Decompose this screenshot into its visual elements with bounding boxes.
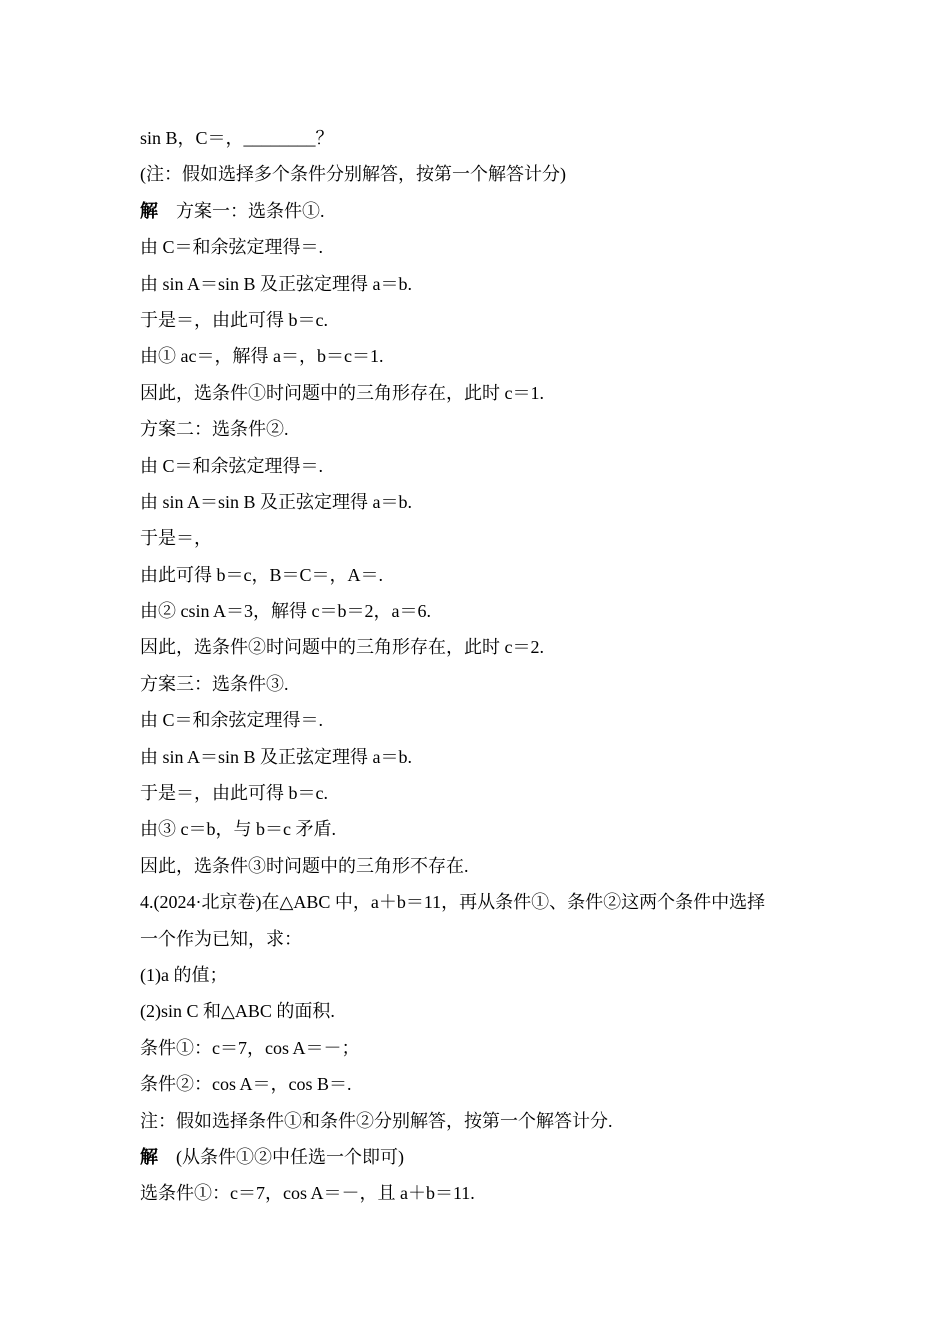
- text-line: 选条件①：c＝7，cos A＝－，且 a＋b＝11.: [140, 1183, 475, 1204]
- solution-heading-line: 解 (从条件①②中任选一个即可): [140, 1146, 404, 1167]
- text-line: 由 sin A＝sin B 及正弦定理得 a＝b.: [140, 746, 413, 767]
- text-line: 由 C＝和余弦定理得＝.: [140, 455, 324, 476]
- solution-label: 解: [140, 200, 158, 221]
- text-line: 方案三：选条件③.: [140, 673, 289, 694]
- text-line: 由 sin A＝sin B 及正弦定理得 a＝b.: [140, 273, 413, 294]
- problem-statement-line: 4.(2024·北京卷)在△ABC 中，a＋b＝11，再从条件①、条件②这两个条件中选择: [140, 892, 766, 913]
- text-line: (2)sin C 和△ABC 的面积.: [140, 1001, 335, 1022]
- text-line: 因此，选条件②时问题中的三角形存在，此时 c＝2.: [140, 637, 544, 658]
- text-line: 方案二：选条件②.: [140, 419, 289, 440]
- text-line: 由 C＝和余弦定理得＝.: [140, 710, 324, 731]
- text-line: 一个作为已知，求：: [140, 928, 302, 949]
- text-line: 于是＝，由此可得 b＝c.: [140, 309, 328, 330]
- text-line: 由② csin A＝3，解得 c＝b＝2，a＝6.: [140, 601, 431, 622]
- solution-heading-line: 解 方案一：选条件①.: [140, 200, 325, 221]
- text-line: (1)a 的值；: [140, 964, 228, 985]
- solution-label: 解: [140, 1146, 158, 1167]
- text-line: 由① ac＝，解得 a＝，b＝c＝1.: [140, 346, 384, 367]
- text-line: 注：假如选择条件①和条件②分别解答，按第一个解答计分.: [140, 1110, 613, 1131]
- text-line: 由 C＝和余弦定理得＝.: [140, 237, 324, 258]
- text-line: (注：假如选择多个条件分别解答，按第一个解答计分): [140, 164, 566, 185]
- text-line: 因此，选条件③时问题中的三角形不存在.: [140, 855, 469, 876]
- solution-text-block: [140, 120, 830, 1212]
- text-line: 于是＝，: [140, 528, 212, 549]
- text-line: 由③ c＝b，与 b＝c 矛盾.: [140, 819, 336, 840]
- text-line: 因此，选条件①时问题中的三角形存在，此时 c＝1.: [140, 382, 544, 403]
- text-line: sin B，C＝，________？: [140, 128, 334, 148]
- text-line: 条件②：cos A＝，cos B＝.: [140, 1074, 352, 1095]
- text-line: 于是＝，由此可得 b＝c.: [140, 783, 328, 804]
- text-line: 条件①：c＝7，cos A＝－；: [140, 1037, 360, 1058]
- text-line: 由 sin A＝sin B 及正弦定理得 a＝b.: [140, 491, 413, 512]
- text-line: 由此可得 b＝c，B＝C＝，A＝.: [140, 564, 383, 585]
